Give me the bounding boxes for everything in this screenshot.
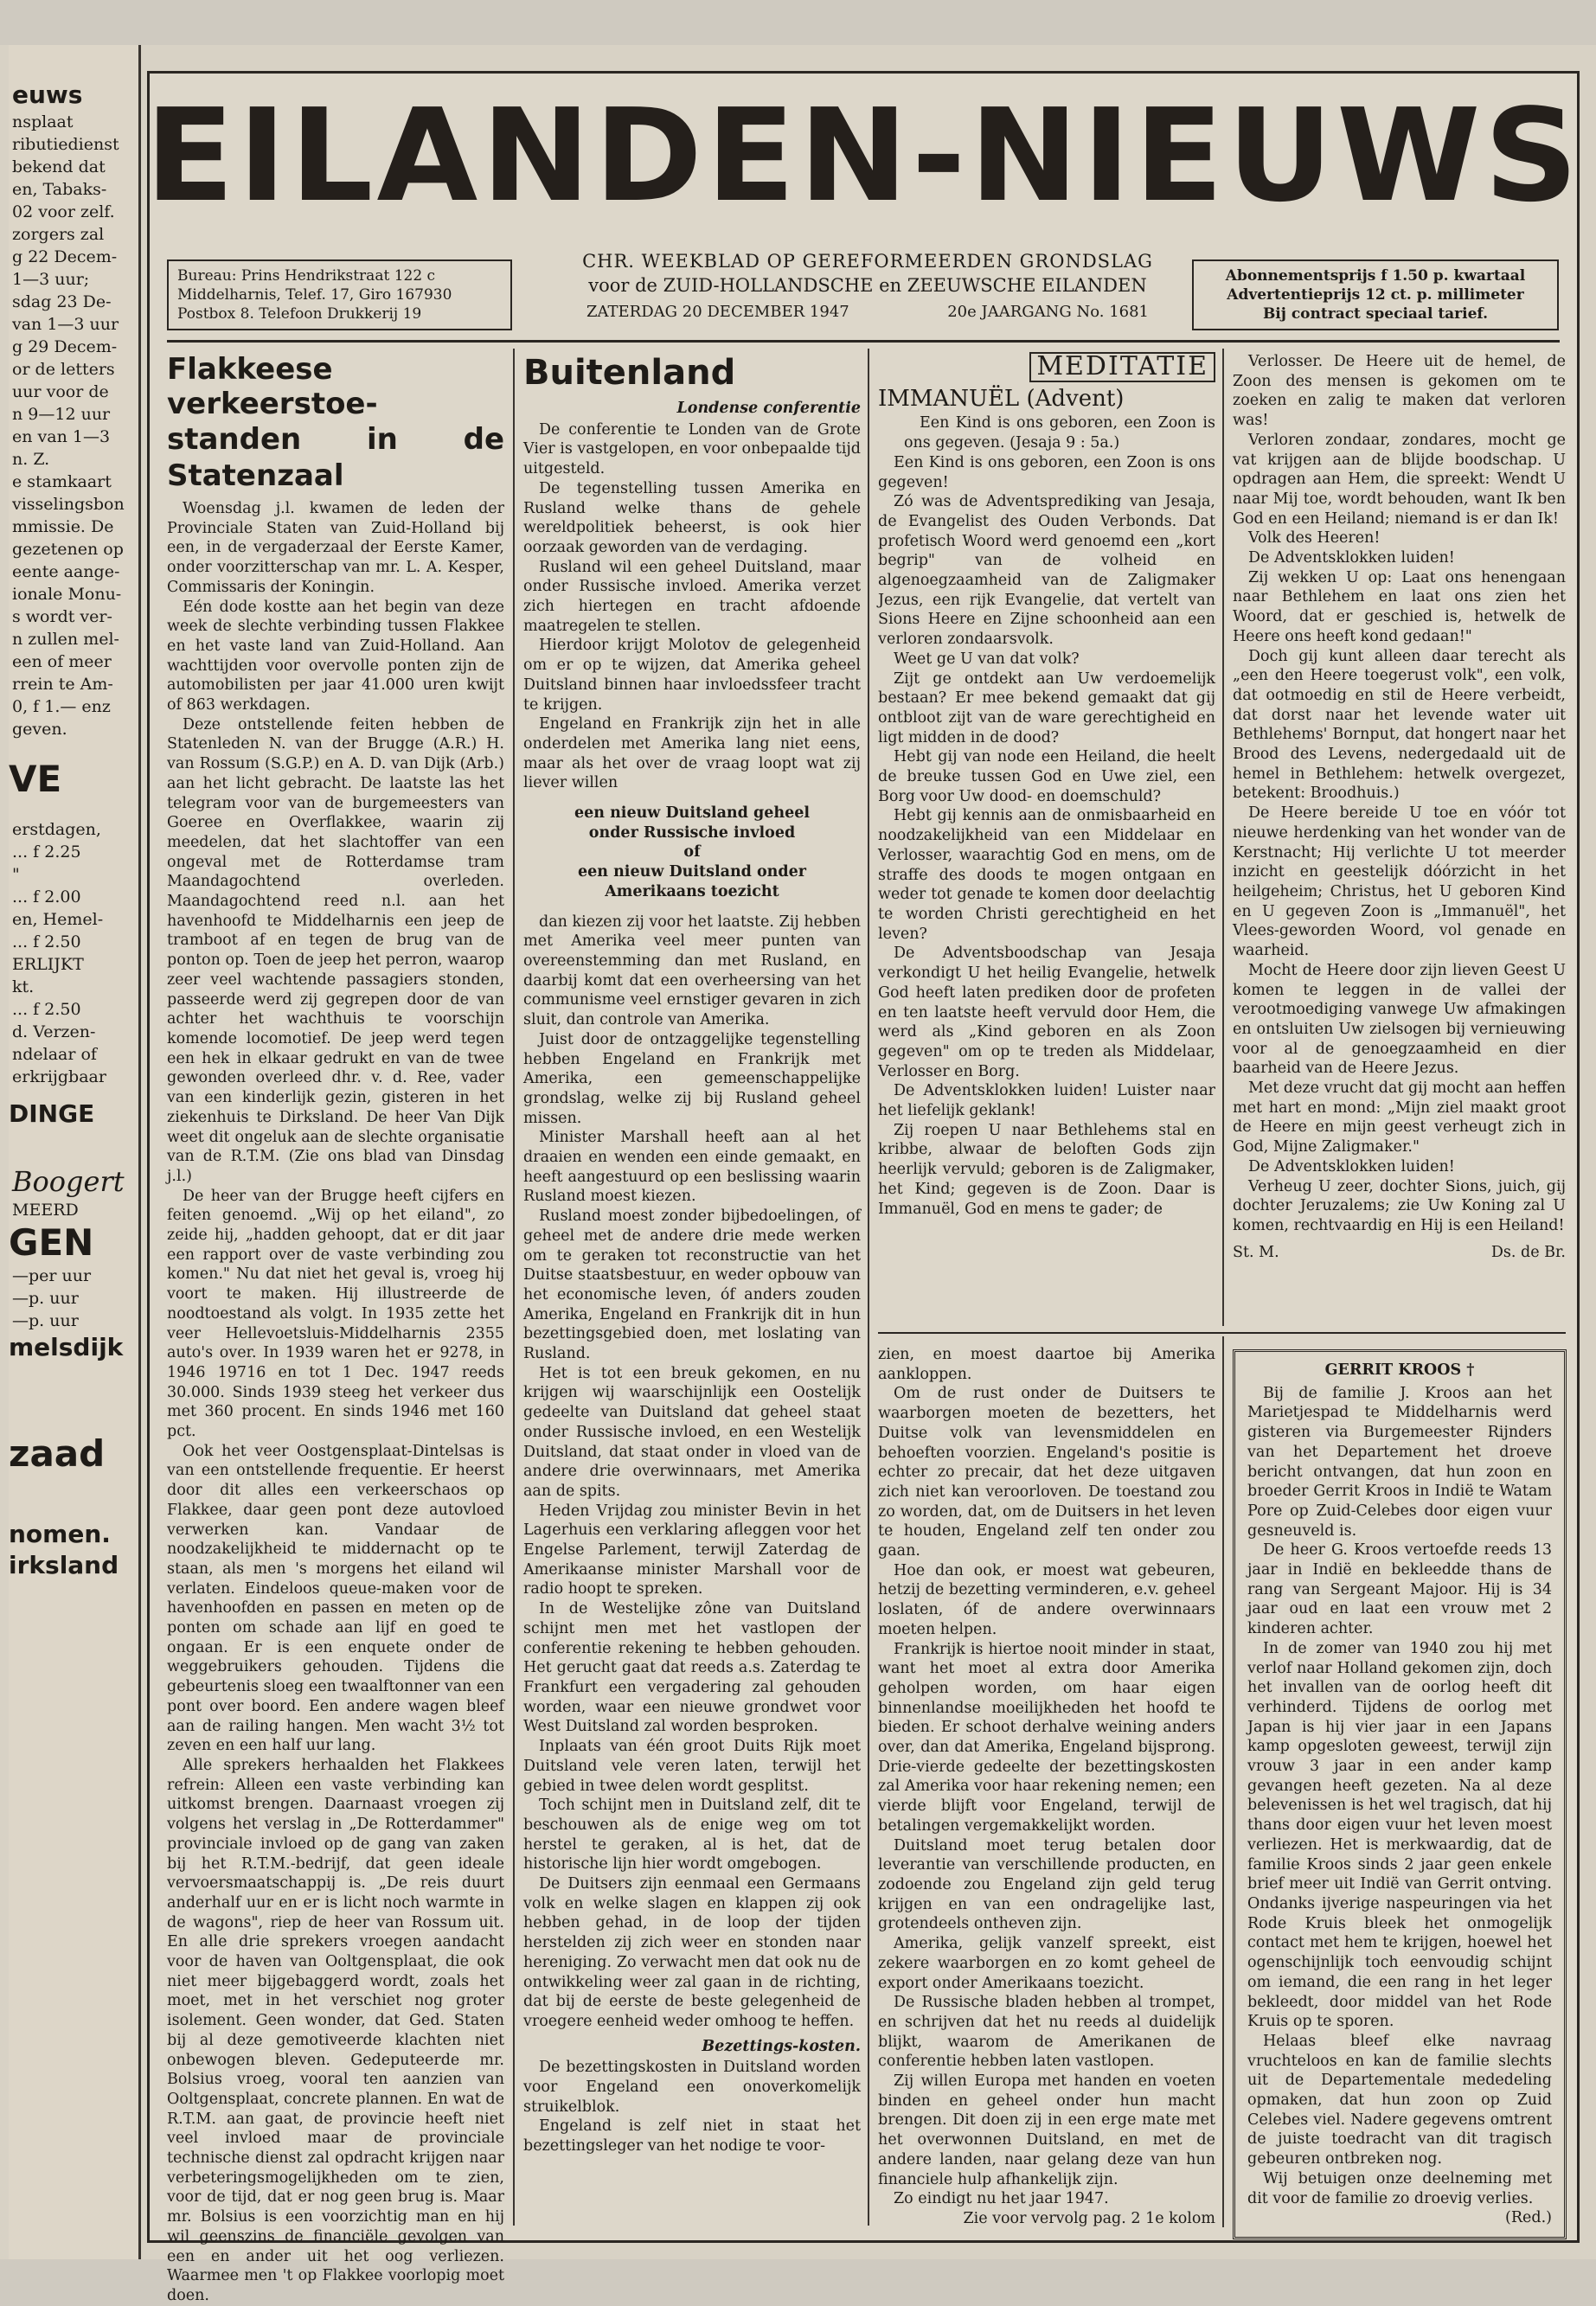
paragraph: De heer G. Kroos vertoefde reeds 13 jaar in Indië en bekleedde thans de rang van Sergeant Majoor. Hij is 34 jaar oud en laat een vrouw met 2 kinderen achter.	[1247, 1541, 1552, 1638]
prev-page-line: rrein te Am-	[12, 675, 113, 694]
prev-page-line: —p. uur	[12, 1311, 79, 1330]
meditatie-column	[878, 352, 1215, 1219]
paragraph: De conferentie te Londen van de Grote Vier is vastgelopen, en voor onbepaalde tijd uitgesteld.	[523, 420, 861, 478]
prev-page-line: 1—3 uur;	[12, 270, 90, 289]
prev-page-line: n zullen mel-	[12, 630, 119, 649]
bible-verse: Een Kind is ons geboren, een Zoon is ons gegeven. (Jesaja 9 : 5a.)	[904, 414, 1215, 452]
prev-page-heading: GEN	[9, 1221, 94, 1264]
newspaper-title: EILANDEN-NIEUWS	[144, 81, 1582, 230]
paragraph: Een Kind is ons geboren, een Zoon is ons gegeven!	[878, 453, 1215, 491]
previous-page-strip	[9, 45, 141, 2259]
paragraph: Frankrijk is hiertoe nooit minder in staat, want het moet al extra door Amerika geholpen worden, om haar eigen binnenlandse moeilijkheden het hoofd te bieden. Er schoot derhalve weining anders over, dan dat Amerika, Engeland bijsprong. Drie-vierde gedeelte der bezettingskosten zal Amerika voor haar rekening nemen; een vierde blijft voor Engeland, terwijl de betalingen vergemakkelijkt worden.	[878, 1640, 1215, 1835]
subheading: Bezettings-kosten.	[702, 2037, 861, 2055]
paragraph: De Adventsklokken luiden! Luister naar het liefelijk geklank!	[878, 1082, 1215, 1120]
paragraph: De Adventsklokken luiden!	[1248, 549, 1455, 567]
paragraph: Hoe dan ook, er moest wat gebeuren, hetzij de bezetting verminderen, e.v. geheel loslaten, óf de andere overwinnaars moeten helpen.	[878, 1561, 1215, 1638]
subtitle-line: voor de ZUID-HOLLANDSCHE en ZEEUWSCHE EILANDEN	[588, 275, 1147, 296]
meditatie-box: MEDITATIE	[1029, 352, 1215, 382]
prev-page-line: van 1—3 uur	[12, 315, 119, 334]
paragraph: De Adventsboodschap van Jesaja verkondigt U het heilig Evangelie, hetwelk God heeft laten prediken door de profeten en ten laatste heeft vervuld door Hem, die werd als „Kind geboren en als Zoon gegeven" om op te treden als Middelaar, Verlosser en Borg.	[878, 945, 1215, 1080]
prev-page-line: 02 voor zelf.	[12, 202, 115, 221]
prev-page-line: g 22 Decem-	[12, 247, 118, 266]
paragraph: Juist door de ontzaggelijke tegenstelling hebben Engeland en Frankrijk met Amerika, een gemeenschappelijke grondslag, welke zij bij Rusland geheel missen.	[523, 1030, 861, 1127]
paragraph: Rusland moest zonder bijbedoelingen, of geheel met de andere drie mede werken om te geraken tot reconstructie van het Duitse staatsbestuur, en weder opbouw van het economische leven, óf anders zouden Amerika, Engeland en Frankrijk dit in hun bezettingsgebied doen, met loslating van Rusland.	[523, 1207, 861, 1363]
bureau-line: Bureau: Prins Hendrikstraat 122 c	[177, 267, 436, 285]
prev-page-line: en, Hemel-	[12, 910, 104, 929]
paragraph: Alle sprekers herhaalden het Flakkees refrein: Alleen een vaste verbinding kan uitkomst brengen. Daarnaast vroegen zij volgens het verslag in „De Rotterdammer" provinciale invloed op de gang van zaken bij het R.T.M.-bedrijf, dat geen ideale vervoersmaatschappij is. „De reis duurt anderhalf uur en er is licht noch warmte in de wagons", riep de heer van Rossum uit. En alle drie sprekers vroegen aandacht voor de haven van Ooltgensplaat, die ook niet meer bijgebaggerd wordt, zoals het moet, met in het verschiet nog groter isolement. Geen wonder, dat Ged. Staten bij al deze gemotiveerde klachten niet onbewogen bleven. Gedeputeerde mr. Bolsius vroeg, vooral ten aanzien van Ooltgensplaat, concrete plannen. En wat de R.T.M. aan gaat, de provincie heeft niet veel invloed maar de provinciale technische dienst zal opdracht krijgen naar verbeteringsmogelijkheden om te zien, voor de tijd, dat er nog geen brug is. Maar mr. Bolsius is een voorzichtig man en hij wil geenszins de financiële gevolgen van een en ander uit het oog verliezen. Waarmee men 't op Flakkee voorlopig moet doen.	[167, 1757, 504, 2304]
paragraph: Zó was de Adventsprediking van Jesaja, de Evangelist des Ouden Verbonds. Dat profetisch Woord werd genoemd een „kort begrip" van de volheid en algenoegzaamheid van de Zaligmaker Jezus, een rijk Evangelie, dat vertelt van Sions Heere en Zijne schoonheid aan een verloren zondaarsvolk.	[878, 493, 1215, 649]
paragraph: Het is tot een breuk gekomen, en nu krijgen wij waarschijnlijk een Oostelijk gedeelte van Duitsland dat geheel staat onder Russische invloed, en een Westelijk Duitsland, dat staat onder in vloed van de andere drie overwinnaars, met Amerika aan de spits.	[523, 1364, 861, 1500]
obituary-title: GERRIT KROOS †	[1324, 1361, 1475, 1379]
paragraph: Hierdoor krijgt Molotov de gelegenheid om er op te wijzen, dat Amerika geheel Duitsland binnen haar invloedssfeer tracht te krijgen.	[523, 637, 861, 714]
article-headline: Flakkeese verkeerstoe-	[167, 352, 378, 421]
bureau-line: Middelharnis, Telef. 17, Giro 167930	[177, 286, 452, 304]
paragraph: Weet ge U van dat volk?	[894, 650, 1080, 668]
prev-page-heading: DINGE	[9, 1099, 95, 1128]
paragraph: Minister Marshall heeft aan al het draaien en wenden een einde gemaakt, en heeft aangestuurd op een beslissing waarin Rusland moest kiezen.	[523, 1129, 861, 1206]
meditatie-rule	[878, 1332, 1566, 1334]
prev-page-line: ... f 2.50	[12, 1000, 81, 1019]
paragraph: Mocht de Heere door zijn lieven Geest U komen te leggen in de vallei der verootmoediging vanwege Uw afmakingen en ontsluiten Uw zielsogen bij vernieuwing voor al de genoegzaamheid en dier baarheid van de Heere Jezus.	[1233, 961, 1566, 1078]
buitenland-continued	[878, 1345, 1215, 2229]
prev-page-line: zorgers zal	[12, 225, 105, 244]
prev-page-line: sdag 23 De-	[12, 292, 112, 311]
choice-line: een nieuw Duitsland onder	[578, 863, 806, 881]
paragraph: Ook het veer Oostgensplaat-Dintelsas is van een ontstellende frequentie. Er heerst door dit alles een verkeerschaos op Flakkee, daar geen pont deze autovloed verwerken kan. Vandaar de noodzakelijkheid te middernacht op te staan, als men 's morgens het eiland wil verlaten. Eindeloos queue-maken voor de havenhoofden en passen en meten op de ponten om schade aan lijf en goed te ongaan. Er is een enquete onder de weggebruikers gehouden. Tijdens die gebeurtenis sloeg een twaalftonner van een pont over boord. Een andere wagen bleef aan de railing hangen. Men wacht 3½ tot zeven en een half uur lang.	[167, 1442, 504, 1755]
paragraph: De Duitsers zijn eenmaal een Germaans volk en welke slagen en klappen zij ook hebben gehad, in de loop der tijden herstelden zij zich weer en stonden naar hereniging. Zo verwacht men dat ook nu de ontwikkeling weer zal gaan in de richting, dat bij de eerste de beste gelegenheid de vroegere eenheid weder omhoog te heffen.	[523, 1875, 861, 2030]
obituary-box	[1233, 1349, 1567, 2239]
prev-page-line: ionale Monu-	[12, 585, 122, 604]
prev-page-line: uur voor de	[12, 382, 109, 401]
paragraph: Engeland en Frankrijk zijn het in alle onderdelen met Amerika lang niet eens, maar als het over de vraag loopt wat zij liever willen	[523, 715, 861, 792]
paragraph: De bezettingskosten in Duitsland worden voor Engeland een onoverkomelijk struikelblok.	[523, 2059, 861, 2116]
prev-page-line: en van 1—3	[12, 427, 111, 446]
paragraph: Volk des Heeren!	[1248, 529, 1381, 548]
subtitle-block	[535, 251, 1201, 321]
paragraph: Engeland is zelf niet in staat het bezettingsleger van het nodige te voor-	[523, 2117, 861, 2155]
subscription-line: Advertentieprijs 12 ct. p. millimeter	[1227, 286, 1524, 304]
prev-page-line: ... f 2.00	[12, 887, 81, 906]
prev-page-heading: melsdijk	[9, 1333, 124, 1361]
prev-page-line: Boogert	[12, 1165, 125, 1198]
prev-page-line: MEERD	[12, 1201, 79, 1220]
column-divider	[1222, 349, 1224, 1326]
paragraph: Verheug U zeer, dochter Sions, juich, gij dochter Jeruzalems; zie Uw Koning zal U komen, rechtvaardig en Hij is een Heiland!	[1233, 1177, 1566, 1234]
header-rule	[167, 340, 1560, 343]
prev-page-line: kt.	[12, 977, 35, 996]
paragraph: Rusland wil een geheel Duitsland, maar onder Russische invloed. Amerika verzet zich hiertegen en tracht afdoende maatregelen te stellen.	[523, 558, 861, 635]
prev-page-line: ndelaar of	[12, 1045, 97, 1064]
prev-page-line: e stamkaart	[12, 472, 112, 491]
paragraph: Met deze vrucht dat gij mocht aan heffen met hart en mond: „Mijn ziel maakt groot de Heere en mijn geest verheugt zich in God, Mijne Zaligmaker."	[1233, 1079, 1566, 1156]
column-divider	[868, 349, 869, 2226]
prev-page-line: 0, f 1.— enz	[12, 697, 111, 716]
paragraph: Wij betuigen onze deelneming met dit voor de familie zo droevig verlies.	[1247, 2169, 1552, 2207]
paragraph: Verlosser. De Heere uit de hemel, de Zoon des mensen is gekomen om te zoeken en zalig te maken dat verloren was!	[1233, 353, 1566, 430]
subtitle-line: CHR. WEEKBLAD OP GEREFORMEERDEN GRONDSLAG	[582, 251, 1153, 272]
masthead	[144, 81, 1582, 230]
choice-line: onder Russische invloed	[588, 823, 796, 842]
front-page	[144, 71, 1582, 2304]
paragraph: In de zomer van 1940 zou hij met verlof naar Holland gekomen zijn, doch het invallen van de oorlog heeft dit verhinderd. Tijdens de oorlog met Japan is hij vier jaar in een Japans kamp opgesloten geweest, terwijl zijn vrouw 3 jaar in een ander kamp gevangen heeft gezeten. Na al deze belevenissen is het wel tragisch, dat hij thans door eigen vuur het leven moest verliezen. Het is merkwaardig, dat de familie Kroos sinds 2 jaar geen enkele brief meer uit Indië van Gerrit ontving. Ondanks ijverige naspeuringen via het Rode Kruis bleek het onmogelijk contact met hem te krijgen, hoewel het ogenschijnlijk toch eenvoudig schijnt om iemand, die een rang in het leger bekleedt, door middel van het Rode Kruis op te sporen.	[1247, 1639, 1552, 2031]
prev-page-line: ributiedienst	[12, 135, 119, 154]
subscription-line: Bij contract speciaal tarief.	[1262, 305, 1489, 323]
obituary-signature: (Red.)	[1505, 2209, 1552, 2227]
paragraph: Om de rust onder de Duitsers te waarborgen moeten de bezetters, het Duitse volk van levensmiddelen en behoeften voorzien. Engeland's positie is echter zo precair, dat het deze uitgaven zich niet kan veroorloven. De toestand zou zo worden, dat, om de Duitsers in het leven te houden, Engeland zelf ten onder zou gaan.	[878, 1385, 1215, 1560]
article-headline: standen in de Statenzaal	[167, 422, 504, 493]
meditatie-title: IMMANUËL (Advent)	[878, 385, 1125, 412]
prev-page-line: en, Tabaks-	[12, 180, 107, 199]
flakkee-article	[167, 352, 504, 2306]
issue-date: ZATERDAG 20 DECEMBER 1947	[586, 303, 849, 321]
paragraph: Hebt gij van node een Heiland, die heelt de breuke tussen God en Uwe ziel, een Borg voor Uw dood- en doemschuld?	[878, 748, 1215, 805]
paragraph: Hebt gij kennis aan de onmisbaarheid en noodzakelijkheid van een Middelaar en Verlosser, waarachtig God en mens, om de straffe des doods te mogen ontgaan en weder tot genade te komen door deelachtig te worden Christi gerechtigheid en het leven?	[878, 807, 1215, 943]
paragraph: Bij de familie J. Kroos aan het Marietjespad te Middelharnis werd gisteren via Burgemeester Rijnders van het Departement het droeve bericht ontvangen, dat hun zoon en broeder Gerrit Kroos in Indië te Watam Pore op Zuid-Celebes door eigen vuur gesneuveld is.	[1247, 1384, 1552, 1540]
paragraph: Duitsland moet terug betalen door leverantie van verschillende producten, en zodoende zou Engeland zijn geld terug krijgen en van een ondragelijke last, grotendeels ontheven zijn.	[878, 1836, 1215, 1933]
meditatie-column-2	[1233, 352, 1566, 1262]
paragraph: De heer van der Brugge heeft cijfers en feiten genoemd. „Wij op het eiland", zo zeide hij, „hadden gehoopt, dat er dit jaar een rapport over de vaste verbinding zou komen." Nu dat niet het geval is, vroeg hij voort te maken. Hij illustreerde de noodtoestand als volgt. In 1935 zette het veer Hellevoetsluis-Middelharnis 2355 auto's over. In 1939 waren het er 9278, in 1946 19716 en tot 1 Dec. 1947 reeds 30.000. Sinds 1939 steeg het verkeer dus met 360 procent. En sinds 1946 met 160 pct.	[167, 1187, 504, 1441]
paragraph: De Russische bladen hebben al trompet, en schrijven dat het nu reeds al duidelijk blijkt, waarom de Amerikanen de conferentie hebben laten vastlopen.	[878, 1994, 1215, 2071]
prev-page-line: geven.	[12, 720, 67, 739]
paragraph: Verloren zondaar, zondares, mocht ge vat krijgen aan de blijde boodschap. U opdragen aan Hem, die spreekt: Wendt U naar Mij toe, wordt behouden, want Ik ben God en een Heiland; niemand is er dan Ik!	[1233, 431, 1566, 528]
paragraph: In de Westelijke zône van Duitsland schijnt men met het vastlopen der conferentie rekening te hebben gehouden. Het gerucht gaat dat reeds a.s. Zaterdag te Frankfurt een vergadering zal gehouden worden, waar een nieuwe grondwet voor West Duitsland zal worden besproken.	[523, 1600, 861, 1736]
prev-page-line: nsplaat	[12, 112, 74, 131]
prev-page-line: "	[12, 865, 20, 884]
paragraph: Amerika, gelijk vanzelf spreekt, eist zekere waarborgen en zo komt geheel de export onder Amerikaans toezicht.	[878, 1935, 1215, 1992]
prev-page-line: ... f 2.25	[12, 842, 81, 862]
choice-line: Amerikaans toezicht	[605, 882, 779, 900]
paragraph: Toch schijnt men in Duitsland zelf, dit te beschouwen als de enige weg om tot herstel te geraken, al is het, dat de historische lijn hier wordt omgebogen.	[523, 1797, 861, 1874]
prev-page-line: —per uur	[12, 1266, 92, 1285]
prev-page-line: gezetenen op	[12, 540, 124, 559]
signature: Ds. de Br.	[1490, 1243, 1566, 1261]
prev-page-line: n 9—12 uur	[12, 405, 111, 424]
subscription-line: Abonnementsprijs f 1.50 p. kwartaal	[1225, 267, 1526, 285]
section-headline: Buitenland	[523, 353, 736, 393]
paragraph: De Heere bereide U toe en vóór tot nieuwe herdenking van het wonder van de Kerstnacht; Hij verlichte U tot meerder inzicht en geestelijk dóórzicht in het heilgeheim; Christus, het U geboren Kind en U gegeven Zoon is „Immanuël", het Vlees-geworden Woord, vol genade en waarheid.	[1233, 804, 1566, 960]
paragraph: Zijt ge ontdekt aan Uw verdoemelijk bestaan? Er mee bekend gemaakt dat gij ontbloot zijt van de ware gerechtigheid en ligt midden in de dood?	[878, 669, 1215, 746]
subheading: Londense conferentie	[676, 400, 861, 417]
prev-page-heading: euws	[12, 80, 83, 109]
bureau-line: Postbox 8. Telefoon Drukkerij 19	[177, 305, 422, 323]
paragraph: zien, en moest daartoe bij Amerika aankloppen.	[878, 1346, 1215, 1383]
choice-line: een nieuw Duitsland geheel	[574, 804, 810, 823]
choice-line: of	[683, 843, 701, 862]
paragraph: Inplaats van één groot Duits Rijk moet Duitsland vele veren laten, terwijl het gebied in twee delen wordt gesplitst.	[523, 1738, 861, 1795]
prev-page-line: bekend dat	[12, 157, 106, 176]
paragraph: Helaas bleef elke navraag vruchteloos en kan de familie slechts uit de Departementale mededeling opmaken, dat hun zoon op Zuid Celebes viel. Nadere gegevens omtrent de juiste toedracht van dit tragisch gebeuren ontbreken nog.	[1247, 2032, 1552, 2168]
prev-page-line: visselingsbon	[12, 495, 125, 514]
paragraph: dan kiezen zij voor het laatste. Zij hebben met Amerika veel meer punten van overeenstemming dan met Rusland, en daarbij komt dat een overheersing van het communisme veel ernstiger gevaren in zich sluit, dan controle van Amerika.	[523, 913, 861, 1029]
paragraph: Zij wekken U op: Laat ons henengaan naar Bethlehem en laat ons zien het Woord, dat er geschied is, hetwelk de Heere ons heeft kond gedaan!"	[1233, 568, 1566, 645]
continued-note: Zie voor vervolg pag. 2 1e kolom	[963, 2209, 1215, 2227]
prev-page-heading: nomen.	[9, 1520, 111, 1548]
prev-page-heading: VE	[9, 758, 62, 800]
paragraph: Eén dode kostte aan het begin van deze week de slechte verbinding tussen Flakkee en het vaste land van Zuid-Holland. Aan wachttijden voor overvolle ponten zijn de automobilisten per jaar 41.000 uren kwijt of 863 werkdagen.	[167, 598, 504, 714]
prev-page-line: s wordt ver-	[12, 607, 112, 626]
prev-page-line: een of meer	[12, 652, 112, 671]
column-divider	[513, 349, 515, 2226]
prev-page-heading: irksland	[9, 1551, 119, 1579]
prev-page-line: g 29 Decem-	[12, 337, 118, 356]
prev-page-line: ... f 2.50	[12, 932, 81, 951]
column-divider	[1222, 1336, 1224, 2227]
signature: St. M.	[1233, 1243, 1279, 1261]
prev-page-heading: zaad	[9, 1432, 106, 1475]
prev-page-line: eente aange-	[12, 562, 120, 581]
paragraph: Zij roepen U naar Bethlehems stal en kribbe, alwaar de beloften Gods zijn heerlijk vervuld; geboren is de Zaligmaker, het Kind; gegeven is de Zoon. Daar is Immanuël, God en mens te gader; de	[878, 1121, 1215, 1218]
paragraph: Woensdag j.l. kwamen de leden der Provinciale Staten van Zuid-Holland bij een, in de vergaderzaal der Eerste Kamer, onder voorzitterschap van mr. L. A. Kesper, Commissaris der Koningin.	[167, 500, 504, 596]
prev-page-line: —p. uur	[12, 1289, 79, 1308]
prev-page-line: mmissie. De	[12, 517, 114, 536]
prev-page-line: d. Verzen-	[12, 1022, 96, 1041]
paragraph: Zij willen Europa met handen en voeten binden en geheel onder hun macht brengen. Dit doen zij in een erge mate met het overwonnen Duitsland, en met de andere landen, naar gelang deze van hun financiele hulp afhankelijk zijn.	[878, 2072, 1215, 2188]
buitenland-article	[523, 352, 861, 2156]
prev-page-line: ERLIJKT	[12, 955, 84, 974]
subscription-box	[1192, 259, 1559, 330]
paragraph: Heden Vrijdag zou minister Bevin in het Lagerhuis een verklaring afleggen voor het Engelse Parlement, terwijl Zaterdag de Amerikaanse minister Marshall voor de radio hoopt te spreken.	[523, 1502, 861, 1598]
prev-page-line: or de letters	[12, 360, 115, 379]
bureau-box	[167, 259, 512, 330]
paragraph: De Adventsklokken luiden!	[1248, 1157, 1455, 1175]
paragraph: Deze ontstellende feiten hebben de Statenleden N. van der Brugge (A.R.) H. van Rossum (S.G.P.) en A. D. van Dijk (Arb.) aan het licht gebracht. De laatste las het telegram voor van de burgemeesters van Goeree en Overflakkee, waarin zij meedelen, dat het slachtoffer van een ongeval met de Rotterdamse tram Maandagochtend overleden. Maandagochtend reed n.l. aan het havenhoofd te Middelharnis een jeep de tramboot af en tegen de brug van de ponton op. Toen de jeep het perron, waarop zeer veel wachtende passagiers stonden, passeerde werd zij gegrepen door de van achter het wachthuis te voorschijn komende locomotief. De jeep werd tegen een hek in elkaar gedrukt en van de twee gewonden overleed dhr. v. d. Ree, vader van een kinderlijk gezin, gisteren in het ziekenhuis te Dirksland. De heer Van Dijk weet dit ongeluk aan de slechte organisatie van de R.T.M. (Zie ons blad van Dinsdag j.l.)	[167, 715, 504, 1185]
prev-page-line: n. Z.	[12, 450, 50, 469]
paragraph: Zo eindigt nu het jaar 1947.	[894, 2190, 1109, 2208]
prev-page-line: erstdagen,	[12, 820, 101, 839]
issue-number: 20e JAARGANG No. 1681	[947, 303, 1149, 321]
prev-page-line: erkrijgbaar	[12, 1067, 106, 1086]
paragraph: Doch gij kunt alleen daar terecht als „een den Heere toegerust volk", een volk, dat ootmoedig en stil de Heere verbeidt, dat dorst naar het levende water uit Bethlehems' Bornput, dat hongert naar het Brood des Levens, nedergedaald uit de hemel in Bethlehem: hetwelk overgezet, betekent: Broodhuis.)	[1233, 647, 1566, 803]
paragraph: De tegenstelling tussen Amerika en Rusland welke thans de gehele wereldpolitiek beheerst, is ook hier oorzaak geworden van de verdaging.	[523, 479, 861, 556]
